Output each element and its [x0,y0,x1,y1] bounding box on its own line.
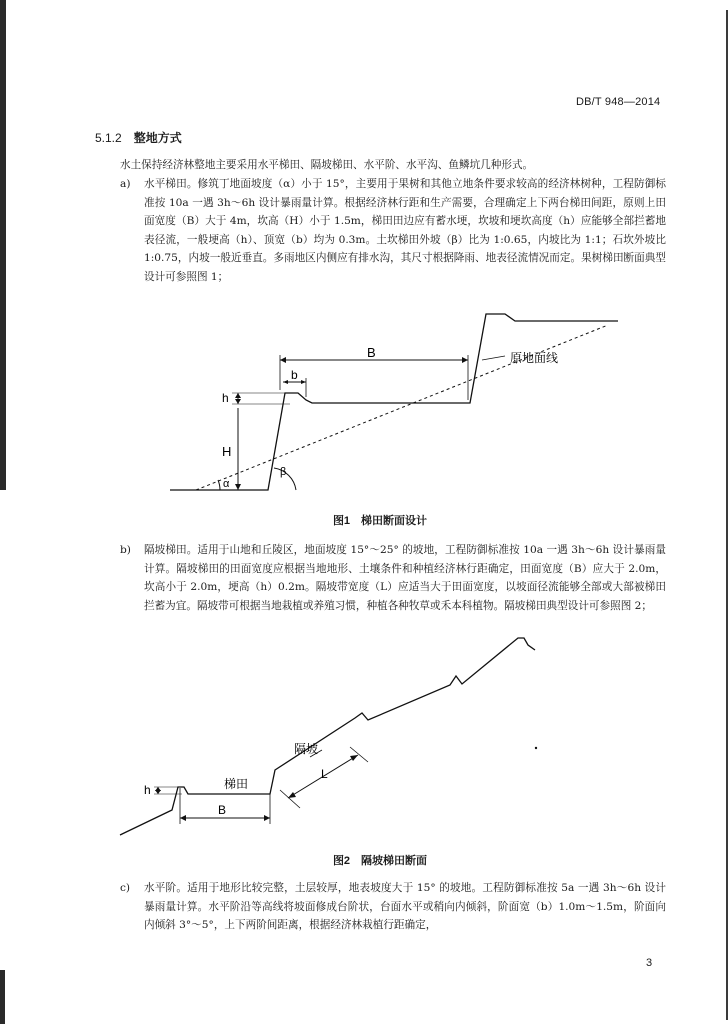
slope-terrace-profile [120,638,535,835]
fig1-label-H: H [222,444,232,459]
item-label: c) [120,882,131,894]
item-text: 水平梯田。修筑丁地面坡度（α）小于 15°，主要用于果树和其他立地条件要求较高的经济林树种，工程防御标准按 10a 一遇 3h～6h 设计暴雨量计算。根据经济林行距和生产需要，合理确定上下两台梯田间距，原则上田面宽度（B）大于 4m，坎高（H）小于 1.5m，梯田田边应有蓄水埂，坎坡和埂坎高度（h）应能够全部拦蓄地表径流，一般埂高（h）、顶宽（b）均为 0.3m。土坎梯田外坡（β）比为 1:0.65，内坡比为 1:1；石坎外坡比 1:0.75，内坡一般近垂直。多雨地区内侧应有排水沟，其尺寸根据降雨、地表径流情况而定。果树梯田断面典型设计可参照图 1； [144,178,666,283]
fig2-label-slope-strip: 隔坡 [294,742,319,756]
scan-edge-left [0,0,6,490]
fig1-label-ground-line: 原地面线 [510,351,559,365]
fig1-label-beta: β [280,466,287,478]
fig1-label-b: b [291,368,298,382]
scan-edge-left-lower [0,970,5,1024]
fig1-label-h: h [222,391,229,405]
section-heading [95,129,182,146]
figure-2-svg [110,630,660,850]
item-label: b) [120,544,131,556]
fig2-label-terrace: 梯田 [224,777,249,791]
fig2-label-h: h [144,783,151,797]
section-title: 整地方式 [133,131,182,145]
fig2-label-B: B [218,803,227,817]
figure-1-caption: 图1 梯田断面设计 [332,515,428,527]
figure-1-terrace-section [160,300,640,510]
page-number: 3 [646,957,653,969]
fig2-label-L: L [321,767,328,781]
figure-1-svg [160,300,640,510]
intro-paragraph: 水土保持经济林整地主要采用水平梯田、隔坡梯田、水平阶、水平沟、鱼鳞坑几种形式。 [120,159,534,171]
figure-2-slope-terrace-section [110,630,660,850]
item-label: a) [120,178,131,190]
fig1-label-B: B [367,345,376,360]
fig1-label-alpha: α [223,478,230,490]
figure-2-caption: 图2 隔坡梯田断面 [332,855,428,867]
item-text: 隔坡梯田。适用于山地和丘陵区，地面坡度 15°～25° 的坡地，工程防御标准按 10a 一遇 3h～6h 设计暴雨量计算。隔坡梯田的田面宽度应根据当地地形、土壤条件和种植经济林行距确定，田面宽度（B）应大于 2.0m，坎高小于 2.0m，埂高（h）0.2m。隔坡带宽度（L）应适当大于田面宽度，以坡面径流能够全部或大部被梯田拦蓄为宜。隔坡带可根据当地栽植或养殖习惯，种植各种牧草或禾本科植物。隔坡梯田典型设计可参照图 2； [144,544,666,612]
alpha-arc [218,480,220,490]
standard-code: DB/T 948—2014 [576,96,661,108]
item-text: 水平阶。适用于地形比较完整，土层较厚，地表坡度大于 15° 的坡地。工程防御标准按 5a 一遇 3h～6h 设计暴雨量计算。水平阶沿等高线将坡面修成台阶状，台面水平或稍向内倾斜，阶面宽（b）1.0m～1.5m，阶面向内倾斜 3°～5°，上下两阶间距离，根据经济林栽植行距确定， [144,882,666,931]
section-number: 5.1.2 [95,131,122,145]
original-ground-line [196,325,608,490]
